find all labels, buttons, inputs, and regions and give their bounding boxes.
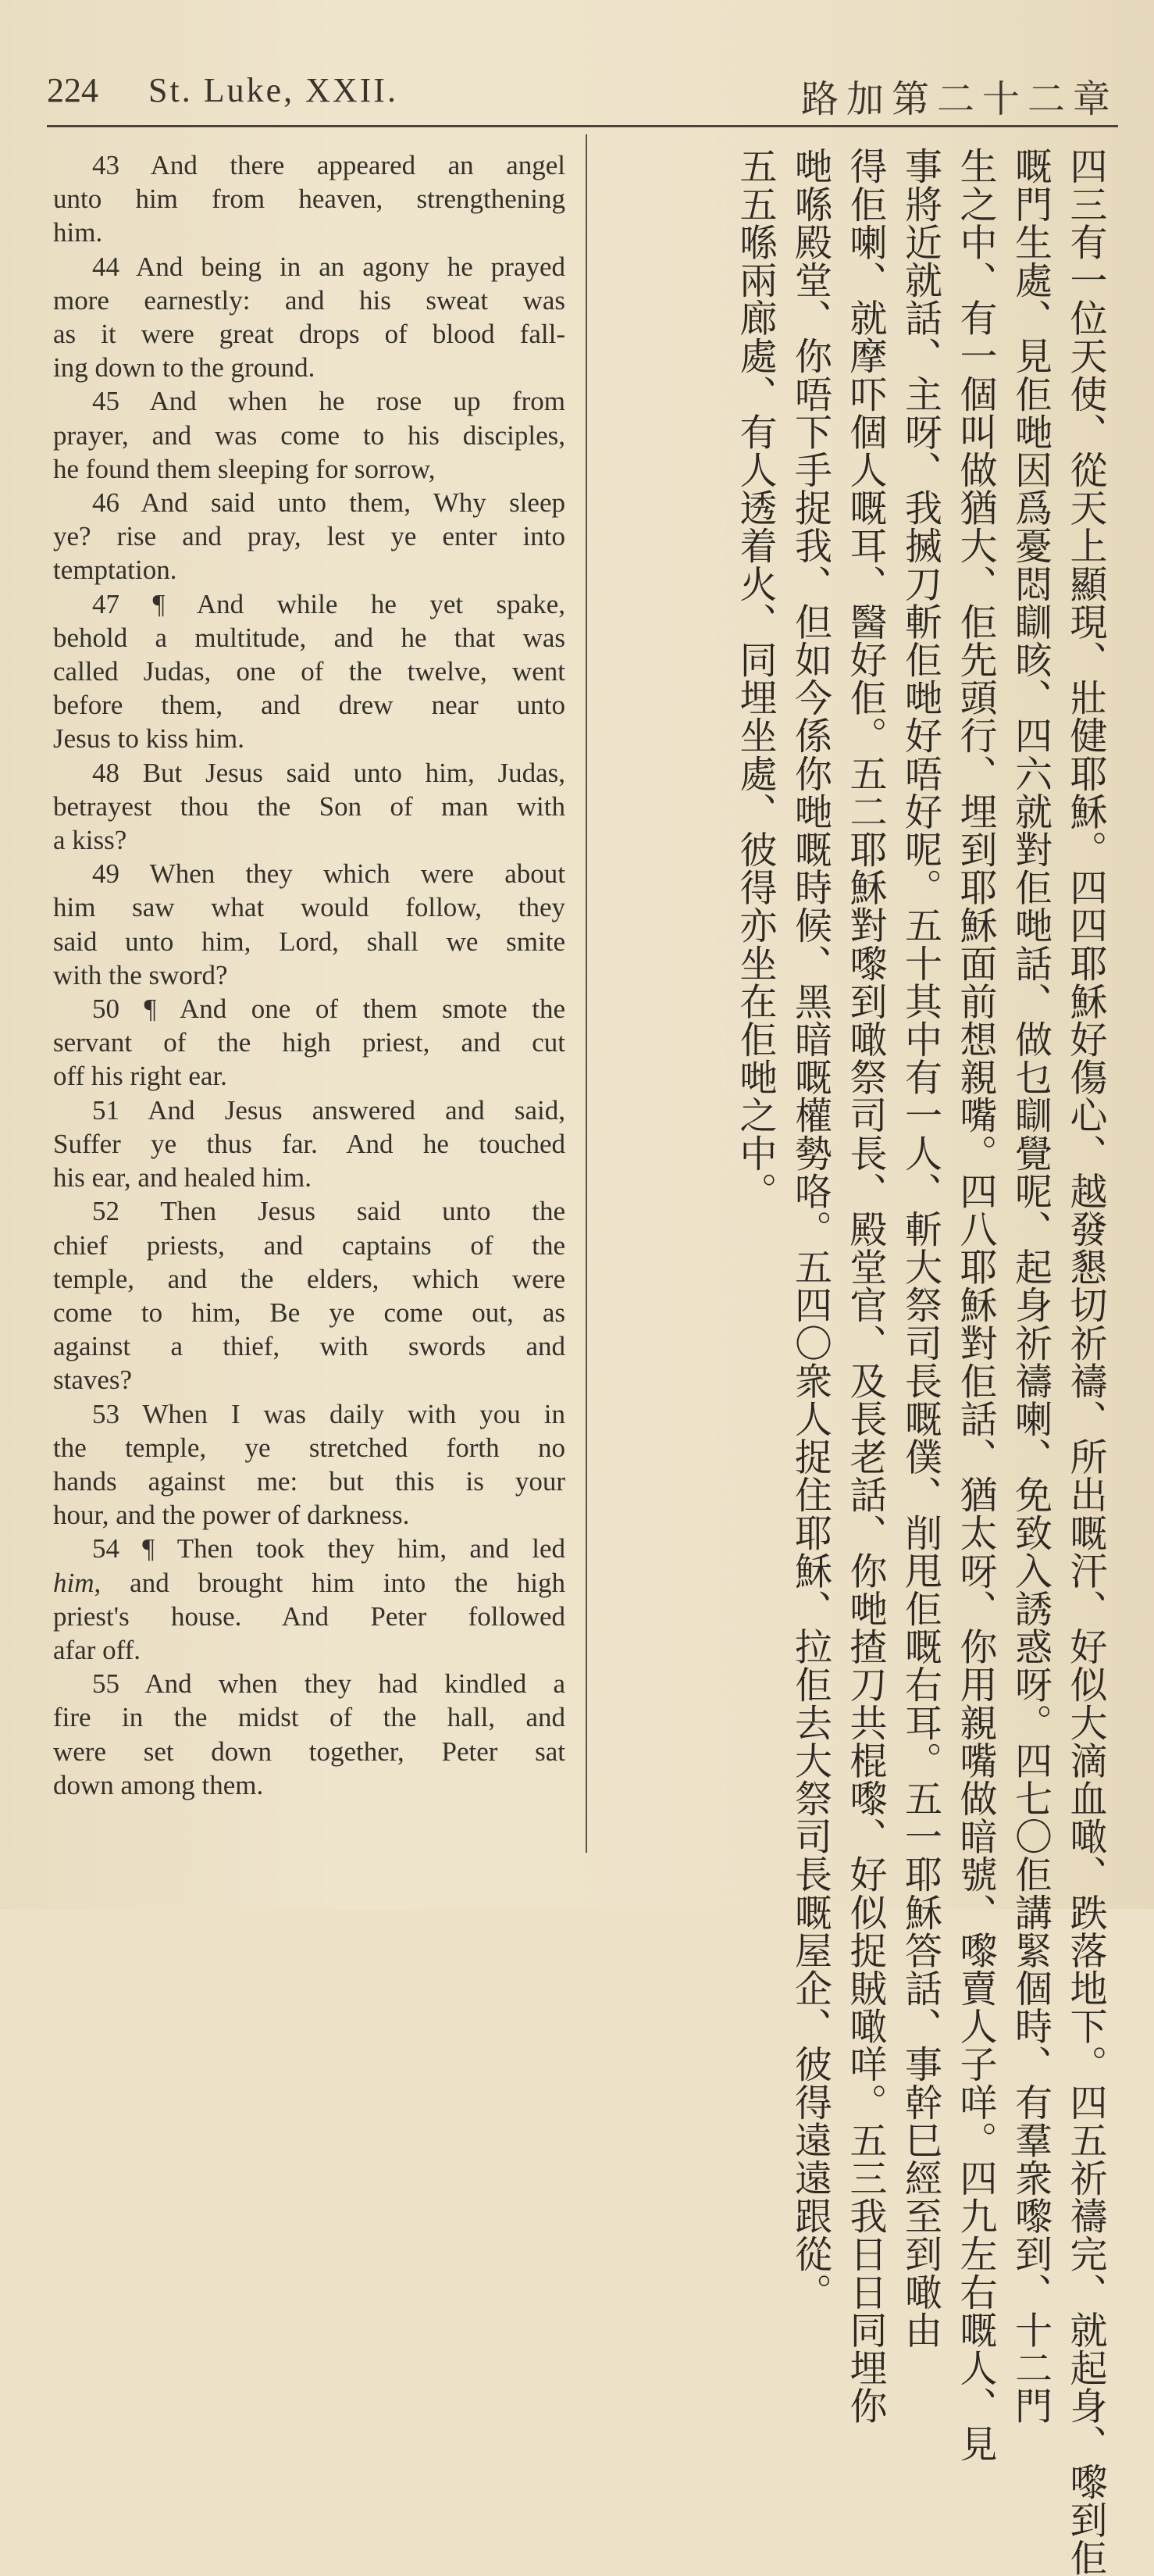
verse-43 [53,148,565,250]
verse-line: priest's house. And Peter followed [53,1600,565,1632]
verse-line: said unto him, Lord, shall we smite [53,926,565,957]
chinese-page-title: 路加第二十二章 [800,77,1118,121]
verse-line: 48 But Jesus said unto him, Judas, [92,757,565,788]
chinese-column: 五五喺兩廊處、有人透着火、同埋坐處、彼得亦坐在佢哋之中。 [733,147,777,1210]
header-rule [47,125,1118,127]
verse-53 [53,1397,565,1532]
verse-line: the temple, ye stretched forth no [53,1432,565,1463]
verse-line: before them, and drew near unto [53,690,565,721]
verse-line: come to him, Be ye come out, as [53,1297,565,1328]
page-title: St. Luke, XXII. [148,71,398,109]
english-text-column [53,148,565,1802]
chinese-column: 哋喺殿堂、你唔下手捉我、但如今係你哋嘅時候、黑暗嘅權勢咯。五四〇衆人捉住耶穌、拉佢去大祭司長嘅屋企、彼得遠遠跟從。 [788,147,832,2311]
verse-line: Jesus to kiss him. [53,723,245,755]
verse-line: 51 And Jesus answered and said, [92,1094,565,1126]
verse-52 [53,1194,565,1397]
verse-50 [53,992,565,1094]
verse-line: 54 ¶ Then took they him, and led [92,1533,565,1565]
verse-line: 45 And when he rose up from [92,386,565,417]
verse-line: fire in the midst of the hall, and [53,1702,565,1733]
chinese-column: 嘅門生處、見佢哋因爲憂悶瞓晐、四六就對佢哋話、做乜瞓覺呢、起身祈禱喇、免致入誘惑呀。四七〇佢講緊個時、有羣衆嚟到、十二門 [1008,147,1052,2424]
verse-line: off his right ear. [53,1061,227,1092]
verse-line: chief priests, and captains of the [53,1229,565,1261]
verse-line: 55 And when they had kindled a [92,1668,565,1700]
verse-47 [53,587,565,756]
verse-line: 52 Then Jesus said unto the [92,1196,565,1227]
verse-line: hour, and the power of darkness. [53,1500,410,1531]
verse-line: prayer, and was come to his disciples, [53,419,565,451]
page-number: 224 [47,71,98,109]
verse-line: temple, and the elders, which were [53,1263,565,1294]
verse-line: 47 ¶ And while he yet spake, [92,588,565,619]
verse-line: 44 And being in an agony he prayed [92,251,565,282]
verse-line: hands against me: but this is your [53,1465,565,1497]
verse-44 [53,250,565,385]
verse-line: down among them. [53,1769,264,1800]
verse-line: called Judas, one of the twelve, went [53,656,565,687]
verse-line: 49 When they which were about [92,858,565,890]
verse-line: him saw what would follow, they [53,892,565,923]
verse-54 [53,1532,565,1667]
verse-line: temptation. [53,555,177,586]
verse-line: ing down to the ground. [53,352,315,384]
column-divider [586,134,587,1853]
verse-line: betrayest thou the Son of man with [53,790,565,822]
verse-line: Suffer ye thus far. And he touched [53,1128,565,1159]
verse-line: were set down together, Peter sat [53,1736,565,1767]
verse-49 [53,857,565,992]
chinese-column: 生之中、有一個叫做猶大、佢先頭行、埋到耶穌面前想親嘴。四八耶穌對佢話、猶太呀、你用親嘴做暗號、嚟賣人子咩。四九左右嘅人、見 [953,147,997,2463]
verse-line: 43 And there appeared an angel [92,150,565,180]
verse-46 [53,486,565,587]
page-header [47,62,1118,121]
verse-line: 46 And said unto them, Why sleep [92,487,565,519]
verse-line: a kiss? [53,825,127,856]
verse-line: staves? [53,1365,133,1396]
chinese-text-column [601,147,1113,2576]
verse-line: his ear, and healed him. [53,1162,312,1193]
verse-line: more earnestly: and his sweat was [53,284,565,316]
verse-line: 53 When I was daily with you in [92,1398,565,1429]
verse-45 [53,384,565,486]
verse-line: 50 ¶ And one of them smote the [92,994,565,1025]
verse-line: he found them sleeping for sorrow, [53,453,436,484]
verse-line: unto him from heaven, strengthening [53,184,565,215]
chinese-column: 得佢喇、就摩吓個人嘅耳、醫好佢。五二耶穌對嚟到噉祭司長、殿堂官、及長老話、你哋揸刀共棍嚟、好似捉賊噉咩。五三我日日同埋你 [843,147,887,2424]
verse-line: against a thief, with swords and [53,1331,565,1362]
verse-line: ye? rise and pray, lest ye enter into [53,521,565,552]
verse-48 [53,756,565,858]
verse-51 [53,1094,565,1195]
verse-line: him, and brought him into the high [53,1567,565,1598]
verse-line: as it were great drops of blood fall- [53,319,565,350]
verse-line: servant of the high priest, and cut [53,1027,565,1058]
verse-55 [53,1667,565,1802]
verse-line: him. [53,217,103,248]
verse-line: behold a multitude, and he that was [53,622,565,653]
chinese-column: 四三有一位天使、從天上顯現、壯健耶穌。四四耶穌好傷心、越發懇切祈禱、所出嘅汗、好似大滴血噉、跌落地下。四五祈禱完、就起身、嚟到佢 [1063,147,1107,2576]
chinese-column: 事將近就話、主呀、我搣刀斬佢哋好唔好呢。五十其中有一人、斬大祭司長嘅僕、削甩佢嘅右耳。五一耶穌答話、事幹巳經至到噉由 [898,147,942,2349]
verse-line: afar off. [53,1634,141,1665]
verse-line: with the sword? [53,959,228,990]
